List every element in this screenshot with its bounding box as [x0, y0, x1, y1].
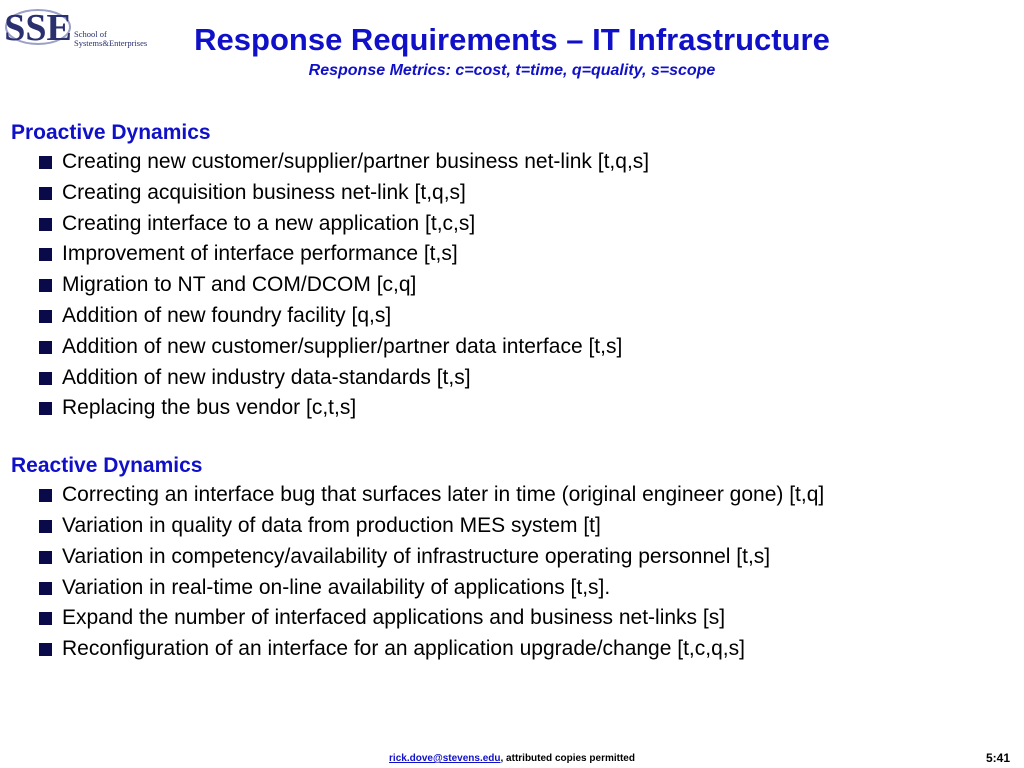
- list-item-text: Improvement of interface performance [t,s]: [62, 242, 458, 266]
- list-item-text: Variation in quality of data from production MES system [t]: [62, 513, 601, 537]
- list-item-text: Expand the number of interfaced applications and business net-links [s]: [62, 606, 726, 630]
- list-item: [37, 332, 1014, 363]
- list-item: [37, 573, 1014, 604]
- slide-footer: [0, 752, 1024, 766]
- section-spacer: [11, 424, 1014, 452]
- logo-subtext-line2: Systems&Enterprises: [74, 38, 148, 48]
- list-item: [37, 480, 1014, 511]
- list-item: [37, 178, 1014, 209]
- square-bullet-icon: [39, 279, 52, 292]
- square-bullet-icon: [39, 489, 52, 502]
- square-bullet-icon: [39, 341, 52, 354]
- section-proactive: [11, 119, 1014, 424]
- list-item: [37, 542, 1014, 573]
- list-item: [37, 147, 1014, 178]
- footer-email-link[interactable]: rick.dove@stevens.edu: [389, 753, 501, 764]
- logo-letters: SSE: [4, 7, 72, 49]
- list-item-text: Creating acquisition business net-link [t,q,s]: [62, 180, 466, 204]
- page-number: 5:41: [985, 751, 1010, 765]
- section-reactive: [11, 452, 1014, 665]
- proactive-list: [11, 147, 1014, 424]
- logo-subtext-line1: School of: [74, 29, 107, 39]
- square-bullet-icon: [39, 156, 52, 169]
- square-bullet-icon: [39, 372, 52, 385]
- section-heading-proactive: Proactive Dynamics: [11, 121, 211, 144]
- reactive-list: [11, 480, 1014, 665]
- list-item-text: Variation in real-time on-line availability of applications [t,s].: [62, 575, 611, 599]
- list-item: [37, 301, 1014, 332]
- list-item-text: Addition of new foundry facility [q,s]: [62, 303, 392, 327]
- square-bullet-icon: [39, 520, 52, 533]
- list-item-text: Reconfiguration of an interface for an application upgrade/change [t,c,q,s]: [62, 637, 745, 661]
- square-bullet-icon: [39, 551, 52, 564]
- list-item-text: Correcting an interface bug that surfaces later in time (original engineer gone) [t,q]: [62, 483, 825, 507]
- section-heading-reactive: Reactive Dynamics: [11, 454, 203, 478]
- list-item-text: Creating new customer/supplier/partner business net-link [t,q,s]: [62, 150, 650, 173]
- square-bullet-icon: [39, 402, 52, 415]
- square-bullet-icon: [39, 643, 52, 656]
- square-bullet-icon: [39, 612, 52, 625]
- list-item-text: Replacing the bus vendor [c,t,s]: [62, 396, 357, 420]
- square-bullet-icon: [39, 310, 52, 323]
- square-bullet-icon: [39, 187, 52, 200]
- slide-content: [11, 119, 1014, 665]
- square-bullet-icon: [39, 248, 52, 261]
- list-item-text: Addition of new industry data-standards [t,s]: [62, 365, 471, 389]
- square-bullet-icon: [39, 218, 52, 231]
- list-item: [37, 511, 1014, 542]
- list-item: [37, 634, 1014, 665]
- list-item-text: Variation in competency/availability of infrastructure operating personnel [t,s]: [62, 544, 771, 568]
- square-bullet-icon: [39, 582, 52, 595]
- slide-subtitle: Response Metrics: c=cost, t=time, q=quality, s=scope: [308, 62, 716, 79]
- list-item-text: Creating interface to a new application [t,c,s]: [62, 211, 476, 235]
- list-item: [37, 603, 1014, 634]
- list-item-text: Migration to NT and COM/DCOM [c,q]: [62, 273, 417, 297]
- slide-title: Response Requirements – IT Infrastructure: [194, 22, 830, 57]
- list-item: [37, 270, 1014, 301]
- list-item: [37, 239, 1014, 270]
- list-item: [37, 393, 1014, 424]
- footer-note: , attributed copies permitted: [500, 753, 635, 764]
- list-item: [37, 363, 1014, 394]
- slide-title-container: [0, 22, 1024, 58]
- list-item-text: Addition of new customer/supplier/partner data interface [t,s]: [62, 334, 623, 358]
- list-item: [37, 209, 1014, 240]
